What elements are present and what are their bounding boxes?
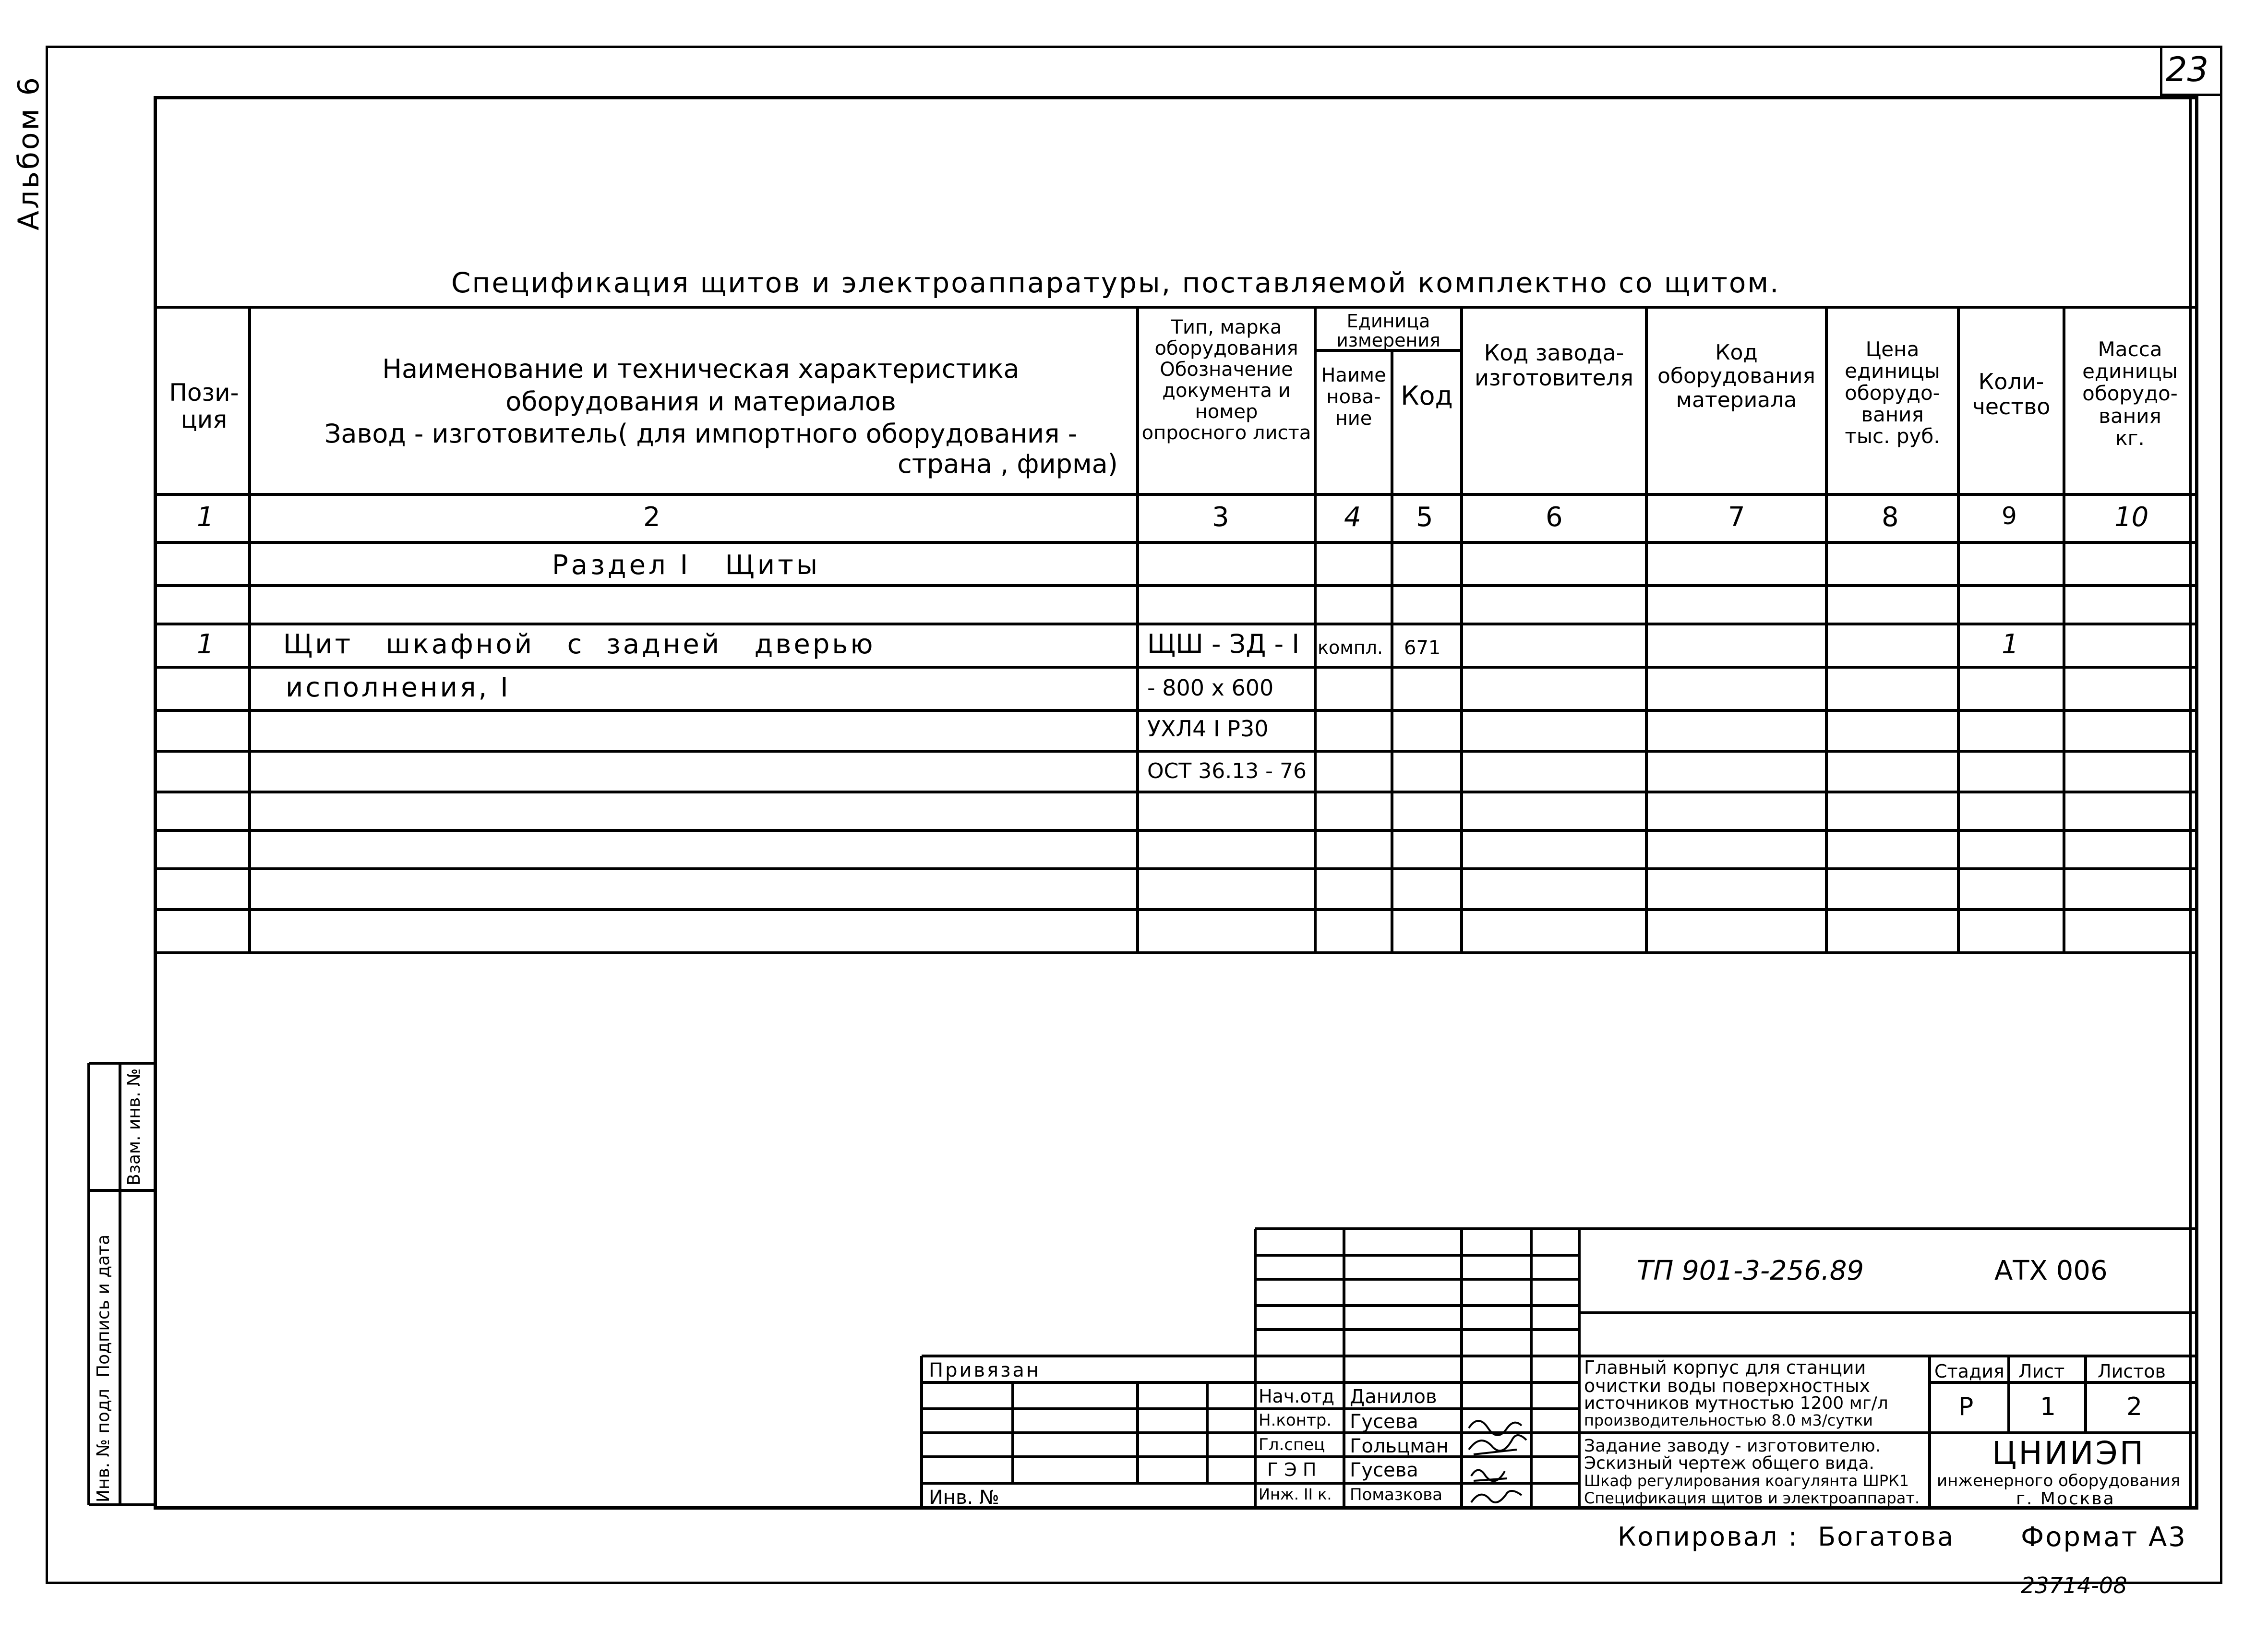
col-num-3: 3 xyxy=(1212,502,1229,533)
row-1-pos: 1 xyxy=(197,629,214,660)
stamp-stage: Р xyxy=(1958,1392,1974,1421)
row-2-name: исполнения, I xyxy=(286,672,511,703)
row-1-qty: 1 xyxy=(2002,629,2019,660)
row-2-type: - 800 х 600 xyxy=(1147,675,1274,701)
col-header-mass: Масса единицы оборудо- вания кг. xyxy=(2082,337,2178,450)
col-header-type: Тип, марка оборудования Обозначение документа и номер опросного листа xyxy=(1141,316,1311,444)
section-title: Раздел I Щиты xyxy=(552,550,821,581)
row-1-code: 671 xyxy=(1404,637,1441,659)
stamp-name-4: Гусева xyxy=(1350,1459,1418,1481)
stamp-org: ЦНИИЭП xyxy=(1992,1435,2146,1472)
stamp-role-5: Инж. II к. xyxy=(1259,1485,1332,1503)
col-header-name: Наименование и техническая характеристика оборудования и материалов Завод - изготовитель( для импортного оборудования - xyxy=(324,354,1078,449)
col-num-1: 1 xyxy=(197,502,214,533)
row-1-type: ЩШ - ЗД - I xyxy=(1147,629,1300,659)
page-title: Спецификация щитов и электроаппаратуры, поставляемой комплектно со щитом. xyxy=(451,266,1780,299)
stamp-project-desc: Главный корпус для станции очистки воды поверхностных источников мутностью 1200 мг/л производительностью 8.0 м3/сутки xyxy=(1584,1357,1888,1429)
stamp-role-1: Нач.отд xyxy=(1259,1386,1335,1407)
format-label: Формат А3 xyxy=(2021,1522,2187,1553)
stamp-sheets: 2 xyxy=(2126,1392,2143,1421)
copied-by: Копировал : Богатова xyxy=(1618,1522,1955,1552)
stamp-sheets-label: Листов xyxy=(2098,1361,2166,1382)
stamp-org-sub: инженерного оборудования xyxy=(1937,1471,2181,1490)
stamp-role-4: Г Э П xyxy=(1267,1459,1317,1480)
col-header-unit-name: Наиме нова- ние xyxy=(1321,364,1386,430)
side-stamp-podpis: Подпись и дата xyxy=(94,1234,113,1378)
col-header-qty: Коли- чество xyxy=(1972,369,2051,420)
col-header-pos: Пози- ция xyxy=(169,379,239,433)
stamp-privyazan: Привязан xyxy=(929,1359,1041,1381)
side-stamp-vzam: Взам. инв. № xyxy=(124,1068,144,1186)
col-num-2: 2 xyxy=(643,502,660,533)
col-header-factory-code: Код завода- изготовителя xyxy=(1475,340,1633,391)
stamp-sheet-label: Лист xyxy=(2018,1361,2065,1382)
bottom-code: 23714-08 xyxy=(2021,1572,2127,1598)
side-stamp-inv-podl: Инв. № подл xyxy=(94,1389,113,1502)
col-num-6: 6 xyxy=(1546,502,1563,533)
col-num-9: 9 xyxy=(2002,502,2017,530)
stamp-sheet: 1 xyxy=(2040,1392,2056,1421)
col-header-name-tail: страна , фирма) xyxy=(898,449,1118,479)
sheet-number: 23 xyxy=(2166,50,2209,89)
row-1-name: Щит шкафной с задней дверью xyxy=(283,629,876,660)
col-header-equip-code: Код оборудования материала xyxy=(1657,340,1815,412)
stamp-sheet-desc: Задание заводу - изготовителю. Эскизный чертеж общего вида. Шкаф регулирования коагулянта ШРК1 Спецификация щитов и электроаппарат. xyxy=(1584,1436,1920,1507)
stamp-name-5: Помазкова xyxy=(1350,1485,1443,1504)
signatures xyxy=(1464,1406,1531,1512)
col-num-4: 4 xyxy=(1344,502,1361,533)
col-num-10: 10 xyxy=(2114,502,2149,533)
stamp-stage-label: Стадия xyxy=(1934,1361,2004,1382)
stamp-inv-no: Инв. № xyxy=(929,1487,999,1509)
row-3-type: УХЛ4 I Р30 xyxy=(1147,716,1269,742)
col-num-7: 7 xyxy=(1728,502,1745,533)
col-header-unit-code: Код xyxy=(1401,381,1453,411)
col-header-price: Цена единицы оборудо- вания тыс. руб. xyxy=(1845,337,1940,448)
row-1-unit: компл. xyxy=(1318,637,1383,658)
album-label: Альбом 6 xyxy=(12,75,46,230)
stamp-doc-code: ТП 901-3-256.89 xyxy=(1637,1255,1864,1286)
stamp-city: г. Москва xyxy=(2016,1489,2115,1509)
row-4-type: ОСТ 36.13 - 76 xyxy=(1147,759,1307,783)
col-header-unit-group: Единица измерения xyxy=(1336,311,1440,351)
stamp-name-3: Гольцман xyxy=(1350,1435,1449,1457)
col-num-8: 8 xyxy=(1882,502,1899,533)
stamp-doc-sheet: АТХ 006 xyxy=(1994,1255,2108,1286)
stamp-role-2: Н.контр. xyxy=(1259,1411,1332,1430)
stamp-name-2: Гусева xyxy=(1350,1411,1418,1433)
col-num-5: 5 xyxy=(1416,502,1433,533)
stamp-role-3: Гл.спец xyxy=(1259,1435,1325,1454)
stamp-name-1: Данилов xyxy=(1350,1386,1437,1408)
